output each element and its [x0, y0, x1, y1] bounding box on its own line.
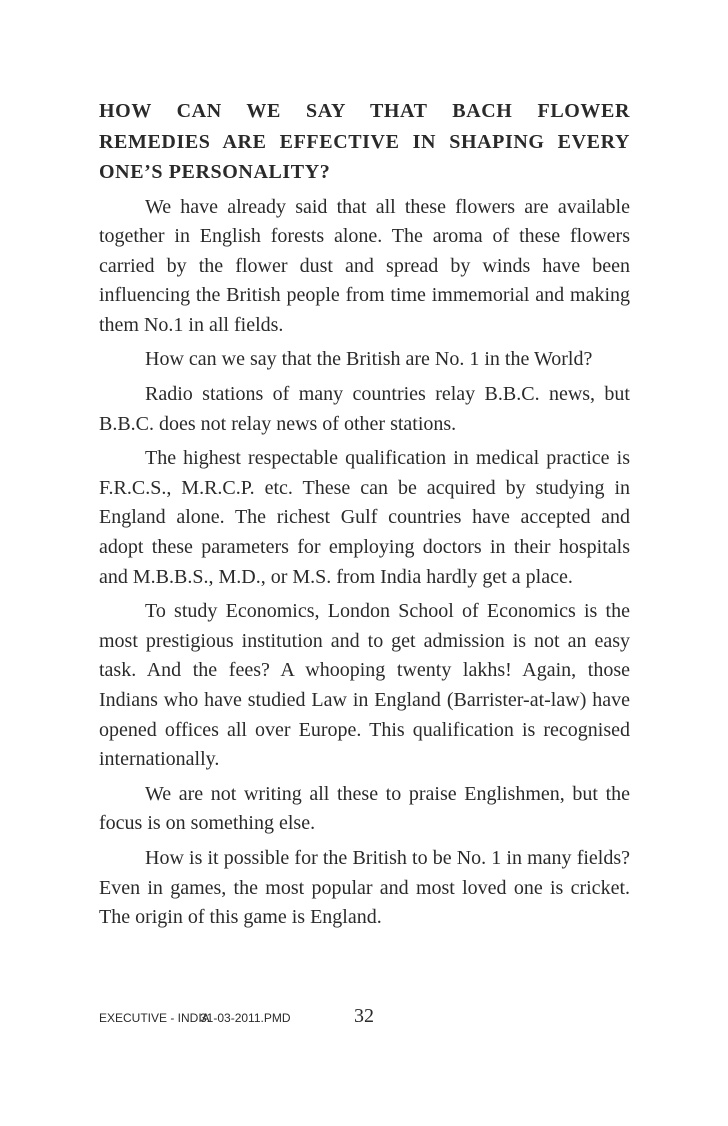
section-heading: HOW CAN WE SAY THAT BACH FLOWER REMEDIES ARE EFFECTIVE IN SHAPING EVERY ONE’S PERSONALITY?: [99, 100, 630, 183]
paragraph-economics-law: To study Economics, London School of Economics is the most prestigious institution and to get admission is not an easy task. And the fees? A whooping twenty lakhs! Again, those Indians who have studied Law in England (Barrister-at-law) have opened offices all over Europe. This qualification is recognised internationally.: [99, 600, 630, 771]
paragraph-flowers-availability: We have already said that all these flowers are available together in English forests alone. The aroma of these flowers carried by the flower dust and spread by winds have been influencing the British people from time immemorial and making them No.1 in all fields.: [99, 195, 630, 336]
footer-publication: EXECUTIVE - INDIA: [99, 1011, 210, 1025]
footer-filename: 31-03-2011.PMD: [200, 1011, 291, 1025]
paragraph-cricket: How is it possible for the British to be No. 1 in many fields? Even in games, the most popular and most loved one is cricket. The origin of this game is England.: [99, 846, 630, 929]
paragraph-not-praising: We are not writing all these to praise Englishmen, but the focus is on something else.: [99, 782, 630, 835]
page-footer: [99, 1005, 630, 1031]
paragraph-medical-qualification: The highest respectable qualification in medical practice is F.R.C.S., M.R.C.P. etc. These can be acquired by studying in England alone. The richest Gulf countries have accepted and adopt these parameters for employing doctors in their hospitals and M.B.B.S., M.D., or M.S. from India hardly get a place.: [99, 447, 630, 588]
page-body: [99, 96, 630, 933]
page-number: 32: [354, 1005, 374, 1027]
paragraph-bbc: Radio stations of many countries relay B.B.C. news, but B.B.C. does not relay news of other stations.: [99, 383, 630, 435]
paragraph-british-no1-question: How can we say that the British are No. 1 in the World?: [145, 348, 593, 371]
